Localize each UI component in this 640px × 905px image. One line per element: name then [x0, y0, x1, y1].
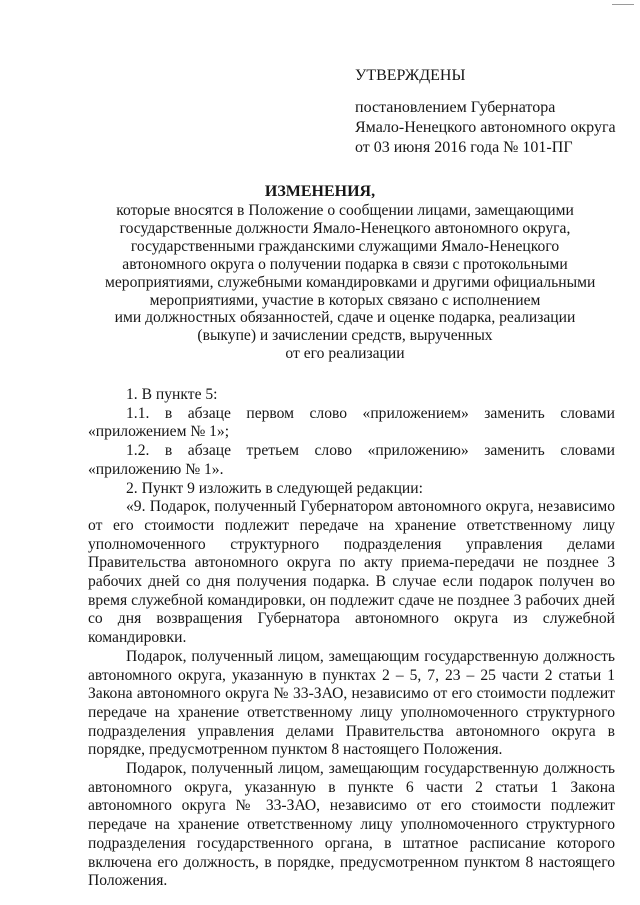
approval-block — [355, 66, 616, 158]
subtitle-line: которые вносятся в Положение о сообщении лицами, замещающими — [116, 202, 574, 219]
paragraph: Подарок, полученный лицом, замещающим государственную должность автономного округа, указанную в пункте 6 части 2 статьи 1 Закона автономного округа № 33-ЗАО, независимо от его стоимости подлежит передаче на хранение ответственному лицу уполномоченного структурного подразделения государственного органа, в штатное расписание которого включена его должность, в порядке, предусмотренном пунктом 8 настоящего Положения. — [88, 760, 615, 890]
item-1-1: 1.1. в абзаце первом слово «приложением» заменить словами — [126, 404, 615, 422]
subtitle-line: автономного округа о получении подарка в связи с протокольными — [122, 255, 568, 273]
paragraph: «9. Подарок, полученный Губернатором автономного округа, независимо от его стоимости подлежит передаче на хранение ответственному лицу уполномоченного структурного подразделения управления делами Правительства автономного округа по акту приема-передачи не позднее 3 рабочих дней со дня получения подарка. В случае если подарок получен во время служебной командировки, он подлежит сдаче не позднее 3 рабочих дней со дня возвращения Губернатора автономного округа из служебной командировки. — [88, 498, 615, 647]
subtitle-line: (выкупе) и зачислении средств, вырученных — [197, 327, 493, 345]
item-2: 2. Пункт 9 изложить в следующей редакции: — [126, 479, 423, 497]
approval-line: от 03 июня 2016 года № 101-ПГ — [355, 139, 573, 156]
item-1: 1. В пункте 5: — [126, 386, 218, 403]
document-subtitle — [105, 202, 596, 363]
item-1-2-cont: «приложению № 1». — [88, 460, 224, 478]
document-body — [88, 386, 615, 891]
item-1-1-cont: «приложением № 1»; — [88, 423, 230, 441]
scan-mark — [612, 4, 634, 5]
approval-line: постановлением Губернатора — [355, 99, 556, 116]
subtitle-line: от его реализации — [285, 345, 405, 363]
subtitle-line: государственные должности Ямало-Ненецкого автономного округа, — [119, 219, 571, 237]
subtitle-line: мероприятиями, участие в которых связано с исполнением — [149, 291, 541, 309]
paragraph: Подарок, полученный лицом, замещающим государственную должность автономного округа, указанную в пунктах 2 – 5, 7, 23 – 25 части 2 статьи 1 Закона автономного округа № 33-ЗАО, независимо от его стоимости подлежит передаче на хранение ответственному лицу уполномоченного структурного подразделения управления делами Правительства автономного округа в порядке, предусмотренном пунктом 8 настоящего Положения. — [88, 647, 615, 759]
subtitle-line: мероприятиями, служебными командировками и другими официальными — [105, 273, 596, 291]
document-title: ИЗМЕНЕНИЯ, — [264, 183, 376, 200]
subtitle-line: государственными гражданскими служащими Ямало-Ненецкого — [130, 237, 560, 255]
approval-title: УТВЕРЖДЕНЫ — [355, 67, 466, 84]
approval-line: Ямало-Ненецкого автономного округа — [355, 119, 616, 136]
item-1-2: 1.2. в абзаце третьем слово «приложению» заменить словами — [126, 442, 615, 460]
subtitle-line: ими должностных обязанностей, сдаче и оценке подарка, реализации — [114, 309, 576, 327]
